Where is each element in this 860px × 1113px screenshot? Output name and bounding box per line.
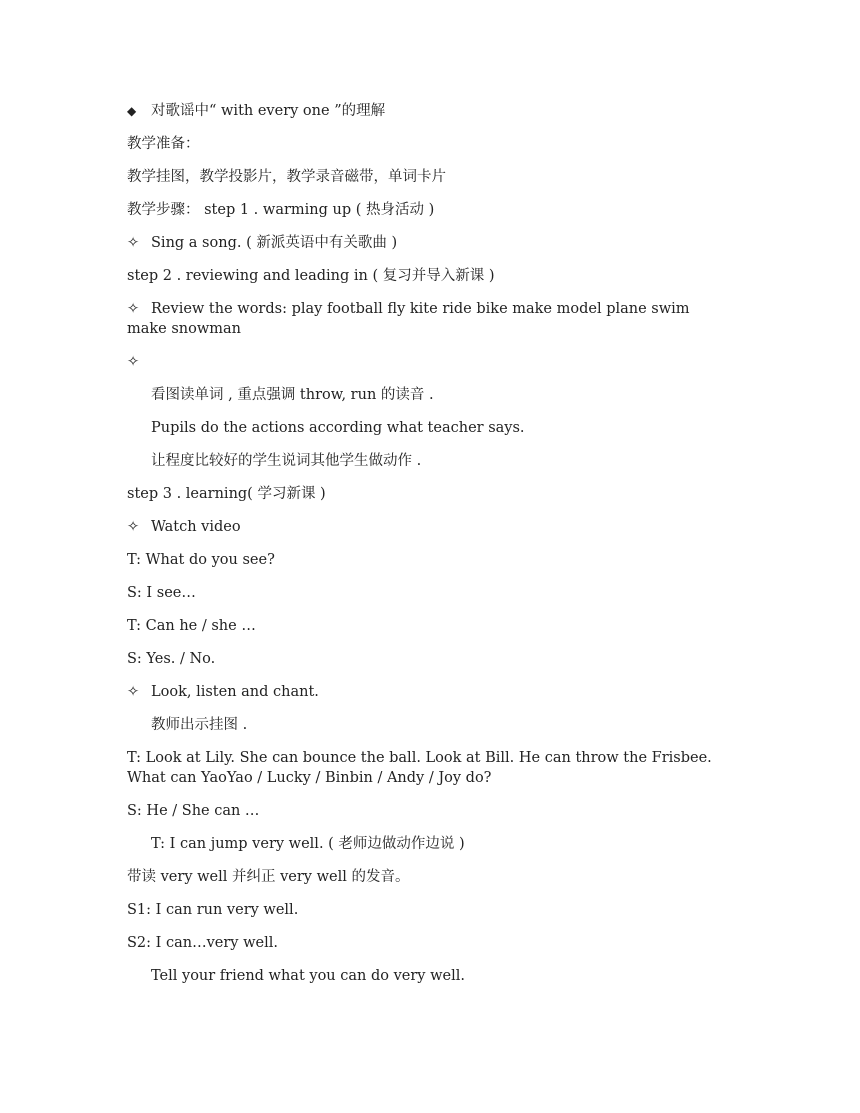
preparation-materials <box>127 167 727 187</box>
document-body <box>127 101 727 999</box>
line-text: 对歌谣中“ with every one ”的理解 <box>151 103 386 119</box>
line-text: 教学步骤： step 1 . warming up ( 热身活动 ) <box>127 202 435 218</box>
line-text: S: I see… <box>127 585 196 601</box>
diamond-bullet-icon: ✧ <box>127 519 140 535</box>
line-text: T: I can jump very well. ( 老师边做动作边说 ) <box>151 836 465 852</box>
line-text: 教学准备： <box>127 136 200 152</box>
line-text: 带读 very well 并纠正 very well 的发音。 <box>127 869 410 885</box>
step-3-detail <box>127 715 727 735</box>
line-text: Look, listen and chant. <box>151 684 319 700</box>
dialogue-line <box>127 933 727 953</box>
diamond-bullet-icon: ✧ <box>127 235 140 251</box>
line-text: T: Look at Lily. She can bounce the ball. Look at Bill. He can throw the Frisbee. What can YaoYao / Lucky / Binbin / Andy / Joy do? <box>127 750 712 786</box>
line-text: Tell your friend what you can do very well. <box>151 968 465 984</box>
dialogue-line <box>127 801 727 821</box>
line-text: Review the words: play football fly kite ride bike make model plane swim make snowman <box>127 301 690 337</box>
dialogue-line <box>127 583 727 603</box>
dialogue-line <box>127 834 727 854</box>
dialogue-line <box>127 900 727 920</box>
dialogue-line <box>127 550 727 570</box>
line-text: 看图读单词 , 重点强调 throw, run 的读音 . <box>151 387 434 403</box>
preparation-heading <box>127 134 727 154</box>
dialogue-line <box>127 649 727 669</box>
line-text: S1: I can run very well. <box>127 902 299 918</box>
line-text: 让程度比较好的学生说词其他学生做动作 . <box>151 453 422 469</box>
dialogue-line <box>127 748 727 788</box>
step-1-item <box>127 233 727 253</box>
step-3-heading <box>127 484 727 504</box>
step-2-empty-item <box>127 352 727 372</box>
step-3-item <box>127 517 727 537</box>
objective-line <box>127 101 727 121</box>
instruction-line <box>127 867 727 887</box>
line-text: S2: I can…very well. <box>127 935 278 951</box>
step-2-detail <box>127 451 727 471</box>
diamond-bullet-icon: ✧ <box>127 301 140 317</box>
line-text: S: Yes. / No. <box>127 651 216 667</box>
line-text: Sing a song. ( 新派英语中有关歌曲 ) <box>151 235 398 251</box>
line-text: 教师出示挂图 . <box>151 717 248 733</box>
step-2-heading <box>127 266 727 286</box>
step-1-heading <box>127 200 727 220</box>
step-2-review-item <box>127 299 727 339</box>
step-2-detail <box>127 418 727 438</box>
line-text: Watch video <box>151 519 241 535</box>
diamond-bullet-icon: ✧ <box>127 354 140 370</box>
line-text: step 2 . reviewing and leading in ( 复习并导入新课 ) <box>127 268 495 284</box>
line-text: 教学挂图，教学投影片，教学录音磁带，单词卡片 <box>127 169 446 185</box>
line-text: step 3 . learning( 学习新课 ) <box>127 486 326 502</box>
step-2-detail <box>127 385 727 405</box>
line-text: T: What do you see? <box>127 552 275 568</box>
dialogue-line <box>127 616 727 636</box>
step-3-item <box>127 682 727 702</box>
filled-diamond-bullet-icon: ◆ <box>127 104 137 118</box>
diamond-bullet-icon: ✧ <box>127 684 140 700</box>
line-text: T: Can he / she … <box>127 618 256 634</box>
line-text: Pupils do the actions according what teacher says. <box>151 420 525 436</box>
instruction-line <box>127 966 727 986</box>
line-text: S: He / She can … <box>127 803 260 819</box>
